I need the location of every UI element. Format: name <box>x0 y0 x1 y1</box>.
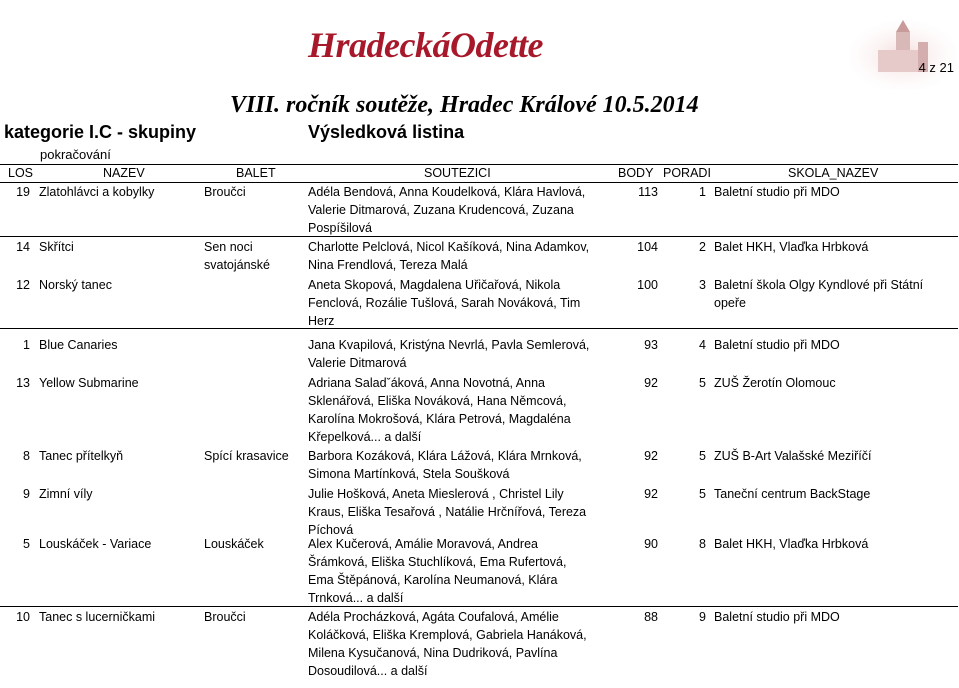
page-indicator: 4 z 21 <box>918 60 954 75</box>
row-balet: Broučci <box>204 185 246 199</box>
col-nazev: NAZEV <box>103 166 145 180</box>
row-poradi: 4 <box>699 338 706 352</box>
row-skola: Balet HKH, Vlaďka Hrbková <box>714 240 869 254</box>
row-nazev: Blue Canaries <box>39 338 118 352</box>
results-title: Výsledková listina <box>308 122 465 142</box>
row-los: 9 <box>23 487 30 501</box>
row-los: 10 <box>16 610 30 624</box>
col-soutezici: SOUTEZICI <box>424 166 491 180</box>
row-body: 92 <box>644 376 658 390</box>
row-los: 12 <box>16 278 30 292</box>
row-soutezici: Adéla Procházková, Agáta Coufalová, Amélie Koláčková, Eliška Kremplová, Gabriela Hanáková, Milena Kysučanová, Nina Dudriková, Pavlína Dosoudilová... a další <box>308 610 587 678</box>
row-balet: Broučci <box>204 610 246 624</box>
row-divider <box>0 328 958 329</box>
castle-logo-icon <box>848 16 958 90</box>
row-poradi: 8 <box>699 537 706 551</box>
row-skola: ZUŠ B-Art Valašské Meziříčí <box>714 449 872 463</box>
row-los: 19 <box>16 185 30 199</box>
row-body: 88 <box>644 610 658 624</box>
row-nazev: Skřítci <box>39 240 74 254</box>
row-poradi: 5 <box>699 487 706 501</box>
col-body: BODY <box>618 166 654 180</box>
row-skola: Taneční centrum BackStage <box>714 487 871 501</box>
row-balet: Sen noci svatojánské <box>204 240 271 272</box>
row-body: 92 <box>644 487 658 501</box>
row-skola: Baletní studio při MDO <box>714 338 840 352</box>
row-body: 90 <box>644 537 658 551</box>
row-soutezici: Aneta Skopová, Magdalena Uřičařová, Nikola Fenclová, Rozálie Tušlová, Sarah Nováková, Tim Herz <box>308 278 581 328</box>
row-poradi: 2 <box>699 240 706 254</box>
row-los: 5 <box>23 537 30 551</box>
row-los: 8 <box>23 449 30 463</box>
row-los: 14 <box>16 240 30 254</box>
row-body: 104 <box>637 240 658 254</box>
continued-label: pokračování <box>40 147 111 162</box>
row-nazev: Zimní víly <box>39 487 93 501</box>
row-body: 92 <box>644 449 658 463</box>
row-body: 93 <box>644 338 658 352</box>
row-nazev: Norský tanec <box>39 278 112 292</box>
row-balet: Louskáček <box>204 537 264 551</box>
row-nazev: Tanec přítelkyň <box>39 449 124 463</box>
row-soutezici: Julie Hošková, Aneta Mieslerová , Christel Lily Kraus, Eliška Tesařová , Natálie Hrčnířová, Tereza Píchová <box>308 487 587 537</box>
row-soutezici: Adriana Saladˇáková, Anna Novotná, Anna Sklenářová, Eliška Nováková, Hana Němcová, Karolína Mokrošová, Klára Petrová, Magdaléna Křepelková... a další <box>308 376 571 444</box>
row-skola: Balet HKH, Vlaďka Hrbková <box>714 537 869 551</box>
row-divider <box>0 236 958 237</box>
row-poradi: 1 <box>699 185 706 199</box>
row-nazev: Louskáček - Variace <box>39 537 152 551</box>
row-body: 113 <box>638 185 658 199</box>
row-soutezici: Alex Kučerová, Amálie Moravová, Andrea Šrámková, Eliška Stuchlíková, Ema Rufertová, Ema Štěpánová, Karolína Neumanová, Klára Trnková... a další <box>308 537 567 605</box>
row-nazev: Yellow Submarine <box>39 376 139 390</box>
row-soutezici: Adéla Bendová, Anna Koudelková, Klára Havlová, Valerie Ditmarová, Zuzana Krudencová, Zuzana Pospíšilová <box>308 185 586 235</box>
row-soutezici: Jana Kvapilová, Kristýna Nevrlá, Pavla Semlerová, Valerie Ditmarová <box>308 338 590 370</box>
row-poradi: 3 <box>699 278 706 292</box>
row-poradi: 5 <box>699 376 706 390</box>
row-skola: Baletní studio při MDO <box>714 185 840 199</box>
logo-text: HradeckáOdette <box>308 25 543 65</box>
row-soutezici: Barbora Kozáková, Klára Lážová, Klára Mrnková, Simona Martínková, Stela Soušková <box>308 449 582 481</box>
col-skola: SKOLA_NAZEV <box>788 166 879 180</box>
row-skola: Baletní studio při MDO <box>714 610 840 624</box>
row-nazev: Zlatohlávci a kobylky <box>39 185 155 199</box>
row-poradi: 5 <box>699 449 706 463</box>
row-poradi: 9 <box>699 610 706 624</box>
row-skola: Baletní škola Olgy Kyndlové při Státní opeře <box>714 278 924 310</box>
row-soutezici: Charlotte Pelclová, Nicol Kašíková, Nina Adamkov, Nina Frendlová, Tereza Malá <box>308 240 590 272</box>
table-header <box>0 164 958 183</box>
col-balet: BALET <box>236 166 276 180</box>
row-nazev: Tanec s lucerničkami <box>39 610 156 624</box>
row-los: 13 <box>16 376 30 390</box>
row-los: 1 <box>23 338 30 352</box>
row-body: 100 <box>637 278 658 292</box>
row-divider <box>0 606 958 607</box>
col-los: LOS <box>8 166 34 180</box>
row-balet: Spící krasavice <box>204 449 289 463</box>
col-poradi: PORADI <box>663 166 711 180</box>
event-title: VIII. ročník soutěže, Hradec Králové 10.5.2014 <box>230 92 699 118</box>
row-skola: ZUŠ Žerotín Olomouc <box>714 376 836 390</box>
category-title: kategorie I.C - skupiny <box>4 122 197 142</box>
